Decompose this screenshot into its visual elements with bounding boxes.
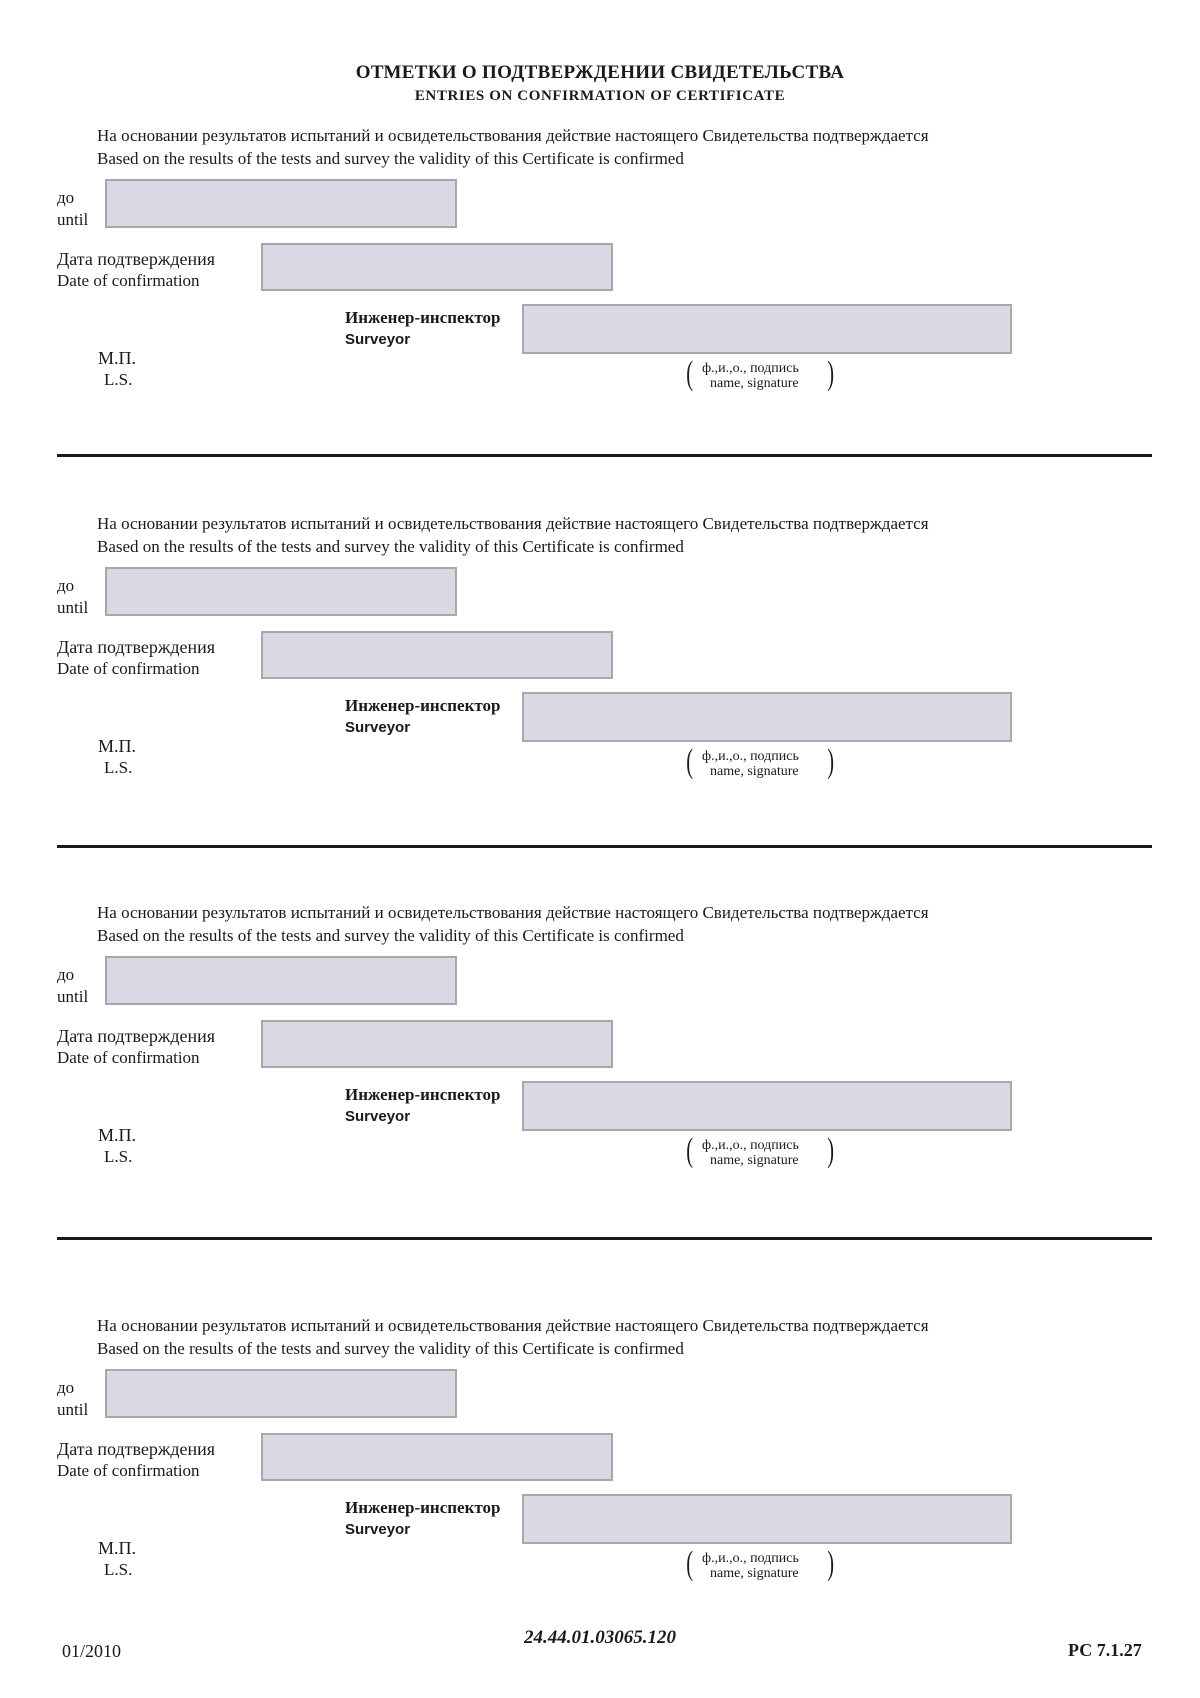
until-label-en: until	[57, 210, 89, 229]
until-field[interactable]	[105, 179, 457, 228]
date-label-en: Date of confirmation	[57, 1461, 200, 1480]
intro-text-en: Based on the results of the tests and survey the validity of this Certificate is confirmed	[97, 537, 684, 556]
surveyor-field[interactable]	[522, 1081, 1012, 1131]
close-bracket: )	[826, 1545, 834, 1582]
date-label-ru: Дата подтверждения	[57, 249, 216, 269]
confirmation-entry-3	[0, 903, 1200, 1233]
seal-label-ru: М.П.	[98, 1125, 137, 1145]
seal-label-en: L.S.	[104, 370, 133, 389]
signature-caption	[686, 743, 834, 783]
intro-text-ru: На основании результатов испытаний и освидетельствования действие настоящего Свидетельства подтверждается	[97, 514, 929, 533]
confirmation-date-field[interactable]	[261, 243, 613, 291]
intro-text-ru: На основании результатов испытаний и освидетельствования действие настоящего Свидетельства подтверждается	[97, 126, 929, 145]
form-code: РС 7.1.27	[1068, 1640, 1142, 1660]
signature-caption-en: name, signature	[710, 376, 799, 391]
surveyor-label-en: Surveyor	[345, 331, 411, 348]
until-label-ru: до	[57, 576, 75, 595]
document-number: 24.44.01.03065.120	[524, 1627, 676, 1648]
surveyor-label-ru: Инженер-инспектор	[345, 1085, 501, 1104]
date-label-ru: Дата подтверждения	[57, 1439, 216, 1459]
close-bracket: )	[826, 743, 834, 780]
signature-caption	[686, 1545, 834, 1585]
until-label-ru: до	[57, 1378, 75, 1397]
intro-text-ru: На основании результатов испытаний и освидетельствования действие настоящего Свидетельства подтверждается	[97, 1316, 929, 1335]
close-bracket: )	[826, 1132, 834, 1169]
signature-caption	[686, 1132, 834, 1172]
confirmation-date-field[interactable]	[261, 631, 613, 679]
confirmation-date-field[interactable]	[261, 1433, 613, 1481]
open-bracket: (	[686, 1132, 694, 1169]
signature-caption-ru: ф.,и.,о., подпись	[702, 1138, 799, 1153]
intro-text-ru: На основании результатов испытаний и освидетельствования действие настоящего Свидетельства подтверждается	[97, 903, 929, 922]
surveyor-field[interactable]	[522, 304, 1012, 354]
signature-caption-ru: ф.,и.,о., подпись	[702, 749, 799, 764]
surveyor-label-en: Surveyor	[345, 1108, 411, 1125]
until-field[interactable]	[105, 956, 457, 1005]
signature-caption-en: name, signature	[710, 1566, 799, 1581]
signature-caption-en: name, signature	[710, 764, 799, 779]
section-divider	[57, 845, 1152, 848]
signature-caption-ru: ф.,и.,о., подпись	[702, 361, 799, 376]
section-divider	[57, 1237, 1152, 1240]
confirmation-entry-2	[0, 514, 1200, 844]
date-label-en: Date of confirmation	[57, 271, 200, 290]
surveyor-label-ru: Инженер-инспектор	[345, 696, 501, 715]
date-label-en: Date of confirmation	[57, 659, 200, 678]
signature-caption	[686, 355, 834, 395]
signature-caption-ru: ф.,и.,о., подпись	[702, 1551, 799, 1566]
open-bracket: (	[686, 743, 694, 780]
date-label-en: Date of confirmation	[57, 1048, 200, 1067]
open-bracket: (	[686, 1545, 694, 1582]
surveyor-label-en: Surveyor	[345, 1521, 411, 1538]
intro-text-en: Based on the results of the tests and survey the validity of this Certificate is confirmed	[97, 149, 684, 168]
open-bracket: (	[686, 355, 694, 392]
seal-label-ru: М.П.	[98, 1538, 137, 1558]
page-subtitle: ENTRIES ON CONFIRMATION OF CERTIFICATE	[414, 88, 786, 104]
confirmation-date-field[interactable]	[261, 1020, 613, 1068]
until-field[interactable]	[105, 567, 457, 616]
signature-caption-en: name, signature	[710, 1153, 799, 1168]
until-label-ru: до	[57, 188, 75, 207]
seal-label-ru: М.П.	[98, 348, 137, 368]
surveyor-label-ru: Инженер-инспектор	[345, 308, 501, 327]
until-label-ru: до	[57, 965, 75, 984]
until-label-en: until	[57, 1400, 89, 1419]
seal-label-en: L.S.	[104, 1147, 133, 1166]
until-field[interactable]	[105, 1369, 457, 1418]
seal-label-ru: М.П.	[98, 736, 137, 756]
close-bracket: )	[826, 355, 834, 392]
date-label-ru: Дата подтверждения	[57, 1026, 216, 1046]
until-label-en: until	[57, 598, 89, 617]
page-title: ОТМЕТКИ О ПОДТВЕРЖДЕНИИ СВИДЕТЕЛЬСТВА	[355, 62, 845, 83]
surveyor-label-en: Surveyor	[345, 719, 411, 736]
surveyor-field[interactable]	[522, 692, 1012, 742]
intro-text-en: Based on the results of the tests and survey the validity of this Certificate is confirmed	[97, 926, 684, 945]
footer-date: 01/2010	[62, 1641, 122, 1661]
confirmation-entry-1	[0, 126, 1200, 456]
surveyor-label-ru: Инженер-инспектор	[345, 1498, 501, 1517]
seal-label-en: L.S.	[104, 1560, 133, 1579]
until-label-en: until	[57, 987, 89, 1006]
seal-label-en: L.S.	[104, 758, 133, 777]
intro-text-en: Based on the results of the tests and survey the validity of this Certificate is confirmed	[97, 1339, 684, 1358]
confirmation-entry-4	[0, 1316, 1200, 1646]
date-label-ru: Дата подтверждения	[57, 637, 216, 657]
section-divider	[57, 454, 1152, 457]
surveyor-field[interactable]	[522, 1494, 1012, 1544]
